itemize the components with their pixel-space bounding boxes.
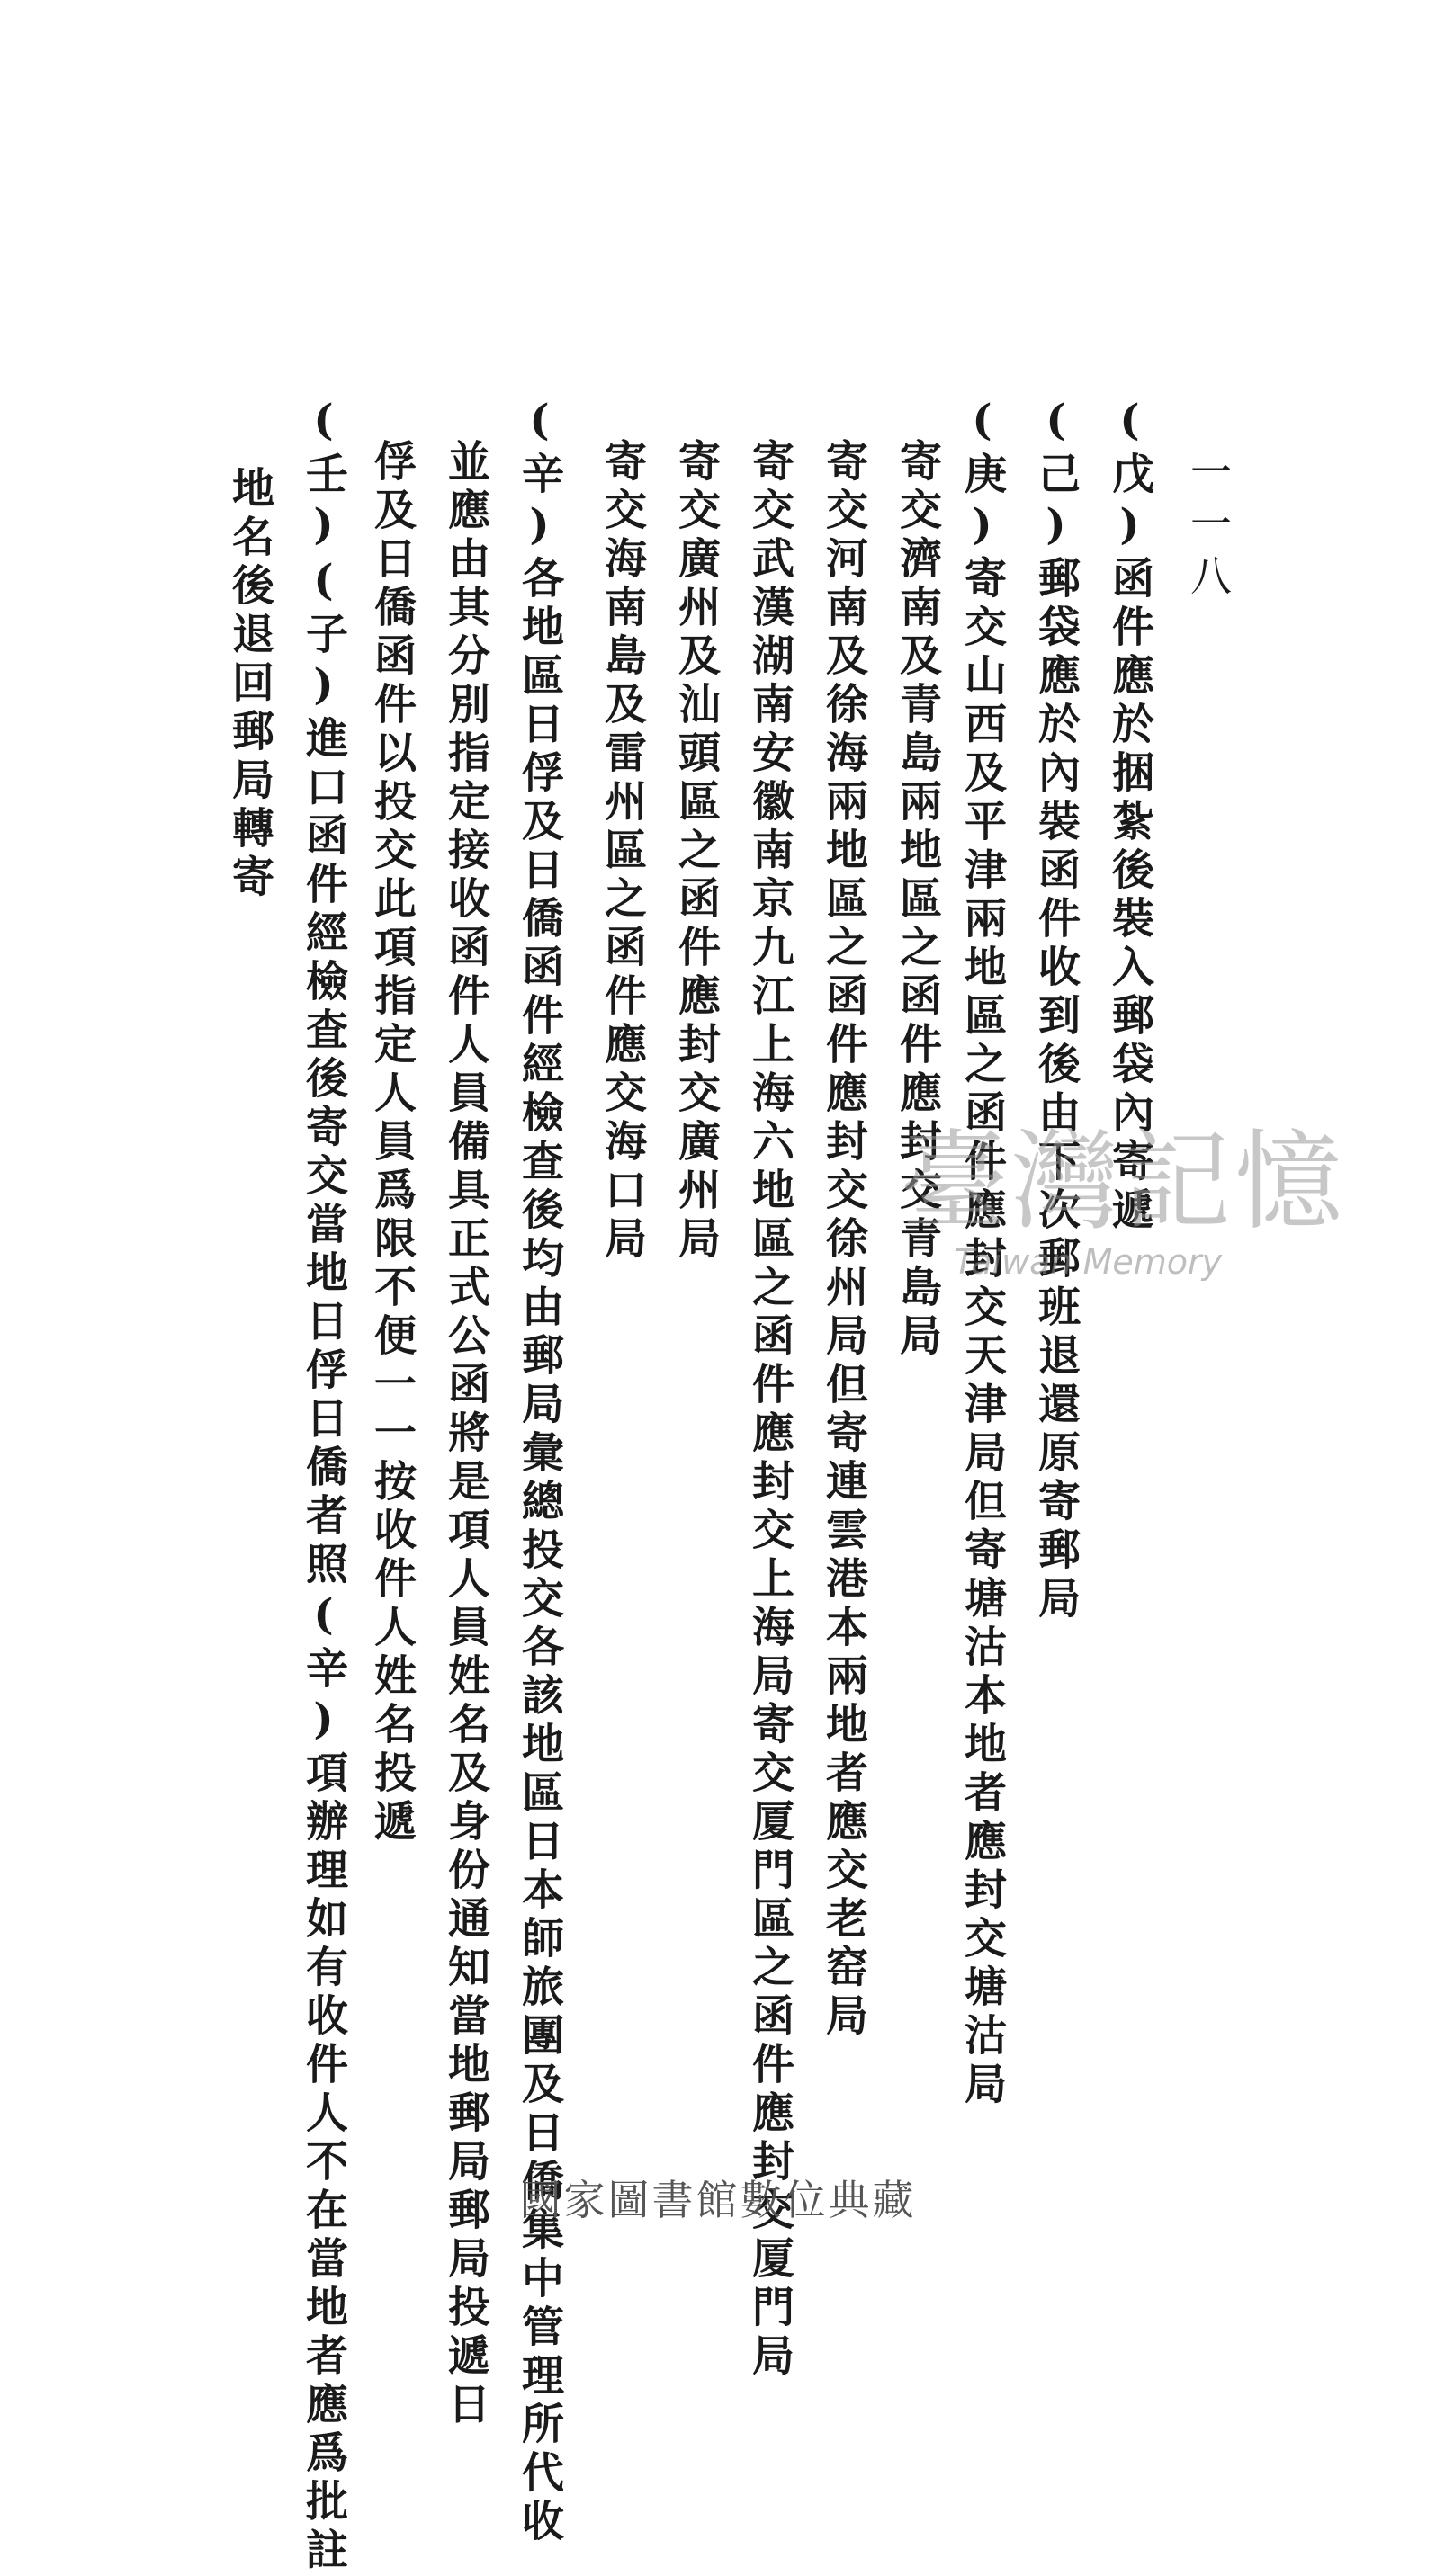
text-column-7: 寄交廣州及汕頭區之函件應封交廣州局 (671, 439, 721, 1265)
text-column-9: (辛)各地區日俘及日僑函件經檢查後均由郵局彙總投交各該地區日本師旅團及日僑集中管理所代收 (515, 396, 564, 2547)
text-column-1: (戊)函件應於捆紮後裝入郵袋內寄遞 (1105, 396, 1154, 1236)
text-column-8: 寄交海南島及雷州區之函件應交海口局 (597, 439, 647, 1265)
footer-caption: 國家圖書館數位典藏 (519, 2176, 917, 2224)
text-column-5: 寄交河南及徐海兩地區之函件應封交徐州局但寄連雲港本兩地者應交老窑局 (819, 439, 868, 2042)
text-column-2: (己)郵袋應於內裝函件收到後由下次郵班退還原寄郵局 (1031, 396, 1081, 1624)
text-column-4: 寄交濟南及青島兩地區之函件應封交青島局 (893, 439, 942, 1362)
text-column-10: 並應由其分別指定接收函件人員備具正式公函將是項人員姓名及身份通知當地郵局郵局投遞日 (441, 439, 490, 2430)
text-column-6: 寄交武漢湖南安徽南京九江上海六地區之函件應封交上海局寄交厦門區之函件應封交厦門局 (745, 439, 794, 2382)
watermark-english: Taiwan Memory (954, 1242, 1223, 1282)
watermark-chinese: 臺灣記憶 (900, 1120, 1346, 1245)
text-column-11: 俘及日僑函件以投交此項指定人員爲限不便一一按收件人姓名投遞 (367, 439, 417, 1847)
text-column-13: 地名後退回郵局轉寄 (225, 466, 274, 903)
text-column-12: (壬)(子)進口函件經檢査後寄交當地日俘日僑者照(辛)項辦理如有收件人不在當地者應爲批註 (299, 396, 348, 2576)
page-number: 一一八 (1184, 450, 1233, 606)
text-column-3: (庚)寄交山西及平津兩地區之函件應封交天津局但寄塘沽本地者應封交塘沽局 (957, 396, 1007, 2110)
